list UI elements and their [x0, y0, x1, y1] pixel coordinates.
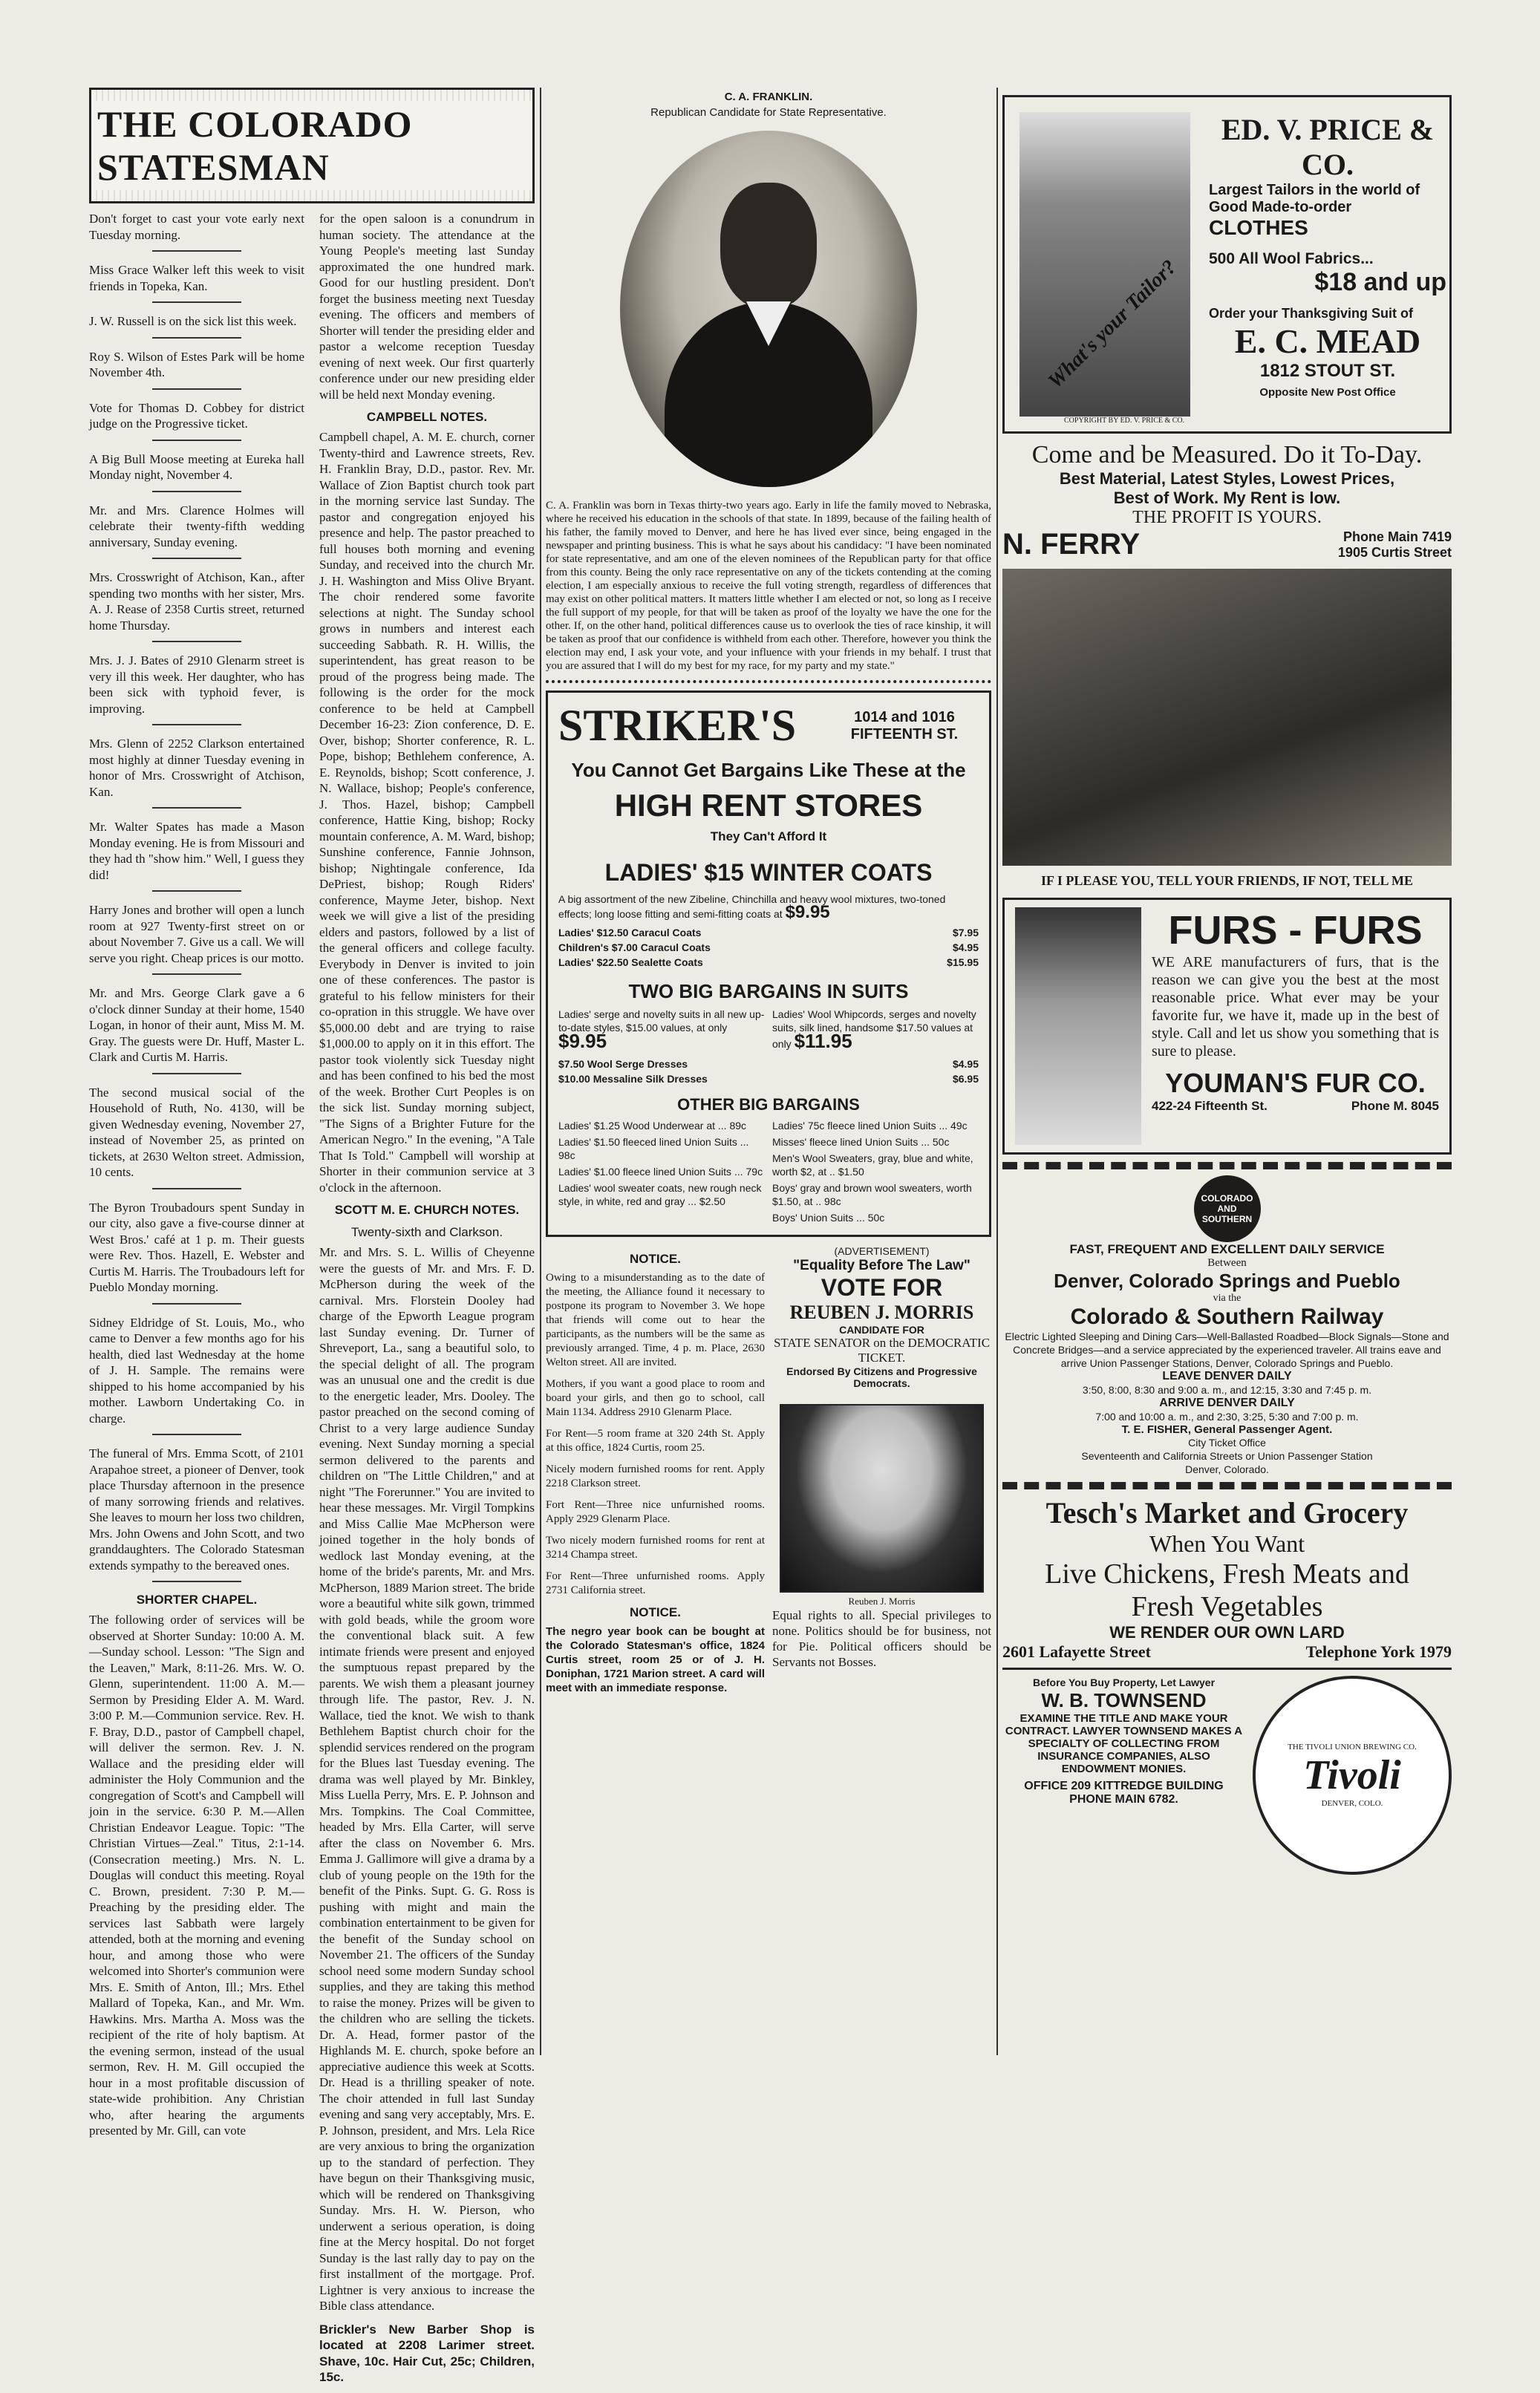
separator	[152, 337, 241, 339]
bargain-item: Boys' gray and brown wool sweaters, worth $1.50, at .. 98c	[772, 1182, 972, 1207]
separator	[152, 250, 241, 252]
separator	[152, 491, 241, 492]
separator	[152, 1188, 241, 1189]
local-item: Mr. and Mrs. George Clark gave a 6 o'clock dinner Sunday at their home, 1540 Logan, in honor of their aunt, Miss M. M. Gray. The guests were Dr. Huff, Master L. Clark and Curtis M. Harris.	[89, 986, 304, 1064]
price-item: $10.00 Messaline Silk Dresses	[558, 1073, 708, 1085]
local-item: Don't forget to cast your vote early next Tuesday morning.	[89, 212, 304, 242]
local-item: Mrs. J. J. Bates of 2910 Glenarm street is very ill this week. Her daughter, who has been sick with typhoid fever, is improving.	[89, 653, 304, 716]
bargain-item: Boys' Union Suits ... 50c	[772, 1212, 885, 1224]
local-item: The Byron Troubadours spent Sunday in our city, also gave a five-course dinner at West Bros.' café at 1 p. m. Their guests were Rev. Thos. Hazell, E. Webster and Curtis M. Harris. The Troubadours left for Pueblo Monday morning.	[89, 1200, 304, 1294]
separator	[152, 641, 241, 642]
other-heading: OTHER BIG BARGAINS	[677, 1095, 860, 1114]
local-item: Sidney Eldridge of St. Louis, Mo., who came to Denver a few months ago for his health, died last Wednesday at the home of J. H. Sample. The remains were shipped to his home accompanied by his mother. Lawborn Undertaking Co. in charge.	[89, 1315, 304, 1426]
separator	[152, 724, 241, 725]
local-item: J. W. Russell is on the sick list this week.	[89, 314, 297, 328]
shorter-heading: SHORTER CHAPEL.	[136, 1593, 258, 1607]
separator	[152, 807, 241, 809]
local-item: Roy S. Wilson of Estes Park will be home November 4th.	[89, 349, 304, 379]
divider	[546, 680, 991, 683]
classified-ad: Two nicely modern furnished rooms for rent at 3214 Champa street.	[546, 1535, 765, 1561]
feature-bio: C. A. Franklin was born in Texas thirty-two years ago. Early in life the family moved to Nebraska, where he received his education in the schools of that state. In 1899, because of the failing health of his father, the family moved to Denver, and here he has lived ever since, being engaged in the newspaper and printing business. This is what he says about his candidacy: "I have been nominated for state representative, and am one of the eleven nominees of the Republican party for that office from this county. Being the only race representative on any of the tickets contending at the coming election, I am especially anxious to receive the full voting strength, regardless of differences that may exist on other political matters. It matters little whether I am elected or not, so long as I receive the full support of my people, for that will be taken as proof of the loyalty we have the one for the other. If, on the other hand, political differences cause us to overlook the ties of race kinship, it will be taken as proof that our confidence is withheld from each other. Therefore, however you think the election may end, I ask your vote, and your influence with your friends in my behalf. I trust that you are assured that I will do my best for my race, for my party and my state."	[546, 500, 991, 672]
local-item: Mrs. Crosswright of Atchison, Kan., after spending two months with her sister, Mrs. A. J. Rease of 2358 Curtis street, returned home Thursday.	[89, 570, 304, 633]
local-item: The second musical social of the Household of Ruth, No. 4130, will be given Wednesday evening, November 27, instead of November 25, as printed on tickets, at 2630 Welton street. Admission, 10 cents.	[89, 1085, 304, 1179]
middle-column	[546, 88, 991, 1702]
strikers-ad	[546, 691, 991, 1237]
notice-text: Owing to a misunderstanding as to the date of the meeting, the Alliance found it necessary to postpone its program to November 3. We hope that friends will come out to hear the participants, as the numbers will be the same as previously arranged. Time, 4 p. m. Place, 2630 Welton street. All are invited.	[546, 1272, 765, 1368]
morris-candidate: CANDIDATE FOR	[839, 1324, 924, 1336]
classified-ad: Nicely modern furnished rooms for rent. Apply 2218 Clarkson street.	[546, 1463, 765, 1489]
campbell-text: Campbell chapel, A. M. E. church, corner Twenty-third and Lawrence streets, Rev. H. Franklin Bray, D.D., pastor. Rev. Mr. Wallace of Zion Baptist church took part in the morning service last Sunday. The pastor and congregation enjoyed his presence and help. The pastor preached to full houses both morning and evening Sunday, and received into the church Mr. J. H. Washington and Miss Olive Bryant. The choir rendered some favorite selections at night. The Sunday school grows in numbers and interest each succeeding Sabbath. R. H. Willis, the superintendent, has great reason to be proud of the progress being made. The following is the order for the mock conference to be held at Campbell December 16-23: Zion conference, D. E. Over, bishop; Shorter conference, R. L. Pope, bishop; Bethlehem conference, A. E. Reynolds, bishop; Scott conference, J. N. Wallace, bishop; People's conference, J. Thos. Hazel, bishop; Campbell conference, Hattie King, bishop; Rocky mountain conference, A. M. Ward, bishop; Sunshine conference, Fannie Johnson, bishop; Nightingale conference, Ida DePriest, bishop; Rough Riders' conference, Mayme Jeter, bishop. Next week we will give a list of the presiding elders and pastors, followed by a list of the general officers and college faculty. Everybody in Denver is invited to join one of these conferences. The pastor is grateful to his fellow ministers for their co-opration in this struggle. We have over $5,000.00 debt and are trying to raise $1,000.00 to apply on it in this effort. The pastor took violently sick Tuesday night and has been confined to his bed the most of the week. Brother Curt Peoples is on the sick list. Sunday morning subject, "The Signs of a Brighter Future for the American Negro." In the evening, "A Tale That Is Told." Campbell will worship at Shorter in their communion service at 3 o'clock in the afternoon.	[319, 430, 535, 1195]
price-row	[558, 1071, 979, 1086]
separator	[152, 1434, 241, 1435]
morris-caption: Reuben J. Morris	[848, 1596, 916, 1607]
separator	[152, 890, 241, 892]
classified-ad: For Rent—Three unfurnished rooms. Apply 2731 California street.	[546, 1570, 765, 1596]
local-items	[89, 211, 304, 2393]
townsend-ad: Before You Buy Property, Let Lawyer W. B. TOWNSEND EXAMINE THE TITLE AND MAKE YOUR CONTRACT. LAWYER TOWNSEND MAKES A SPECIALTY OF COLLECTING FROM INSURANCE COMPANIES, ALSO ENDOWMENT MONIES. OFFICE 209 KITTREDGE BUILDING PHONE MAIN 6782.	[1005, 1677, 1243, 1806]
bargain-item: Ladies' $1.00 fleece lined Union Suits ... 79c	[558, 1166, 763, 1178]
tesch-ad: Tesch's Market and Grocery When You Want Live Chickens, Fresh Meats and Fresh Vegetables WE RENDER OUR OWN LARD 2601 Lafayette Street Telephone York 1979	[1002, 1496, 1452, 1661]
price-item: $7.50 Wool Serge Dresses	[558, 1058, 688, 1070]
strikers-line1: You Cannot Get Bargains Like These at the	[571, 759, 966, 781]
local-item: A Big Bull Moose meeting at Eureka hall Monday night, November 4.	[89, 451, 304, 482]
price-row	[558, 955, 979, 970]
notice2-heading: NOTICE.	[630, 1605, 681, 1619]
left-column	[89, 88, 535, 2393]
furs-ad: FURS - FURS WE ARE manufacturers of furs, that is the reason we can give you the best at the most reasonable price. What ever may be your favorite fur, we have it, made up in the best of style. Call and let us show you something that is sure to please. YOUMAN'S FUR CO. 422-24 Fifteenth St. Phone M. 8045	[1002, 898, 1452, 1155]
intro-text: for the open saloon is a conundrum in human society. The attendance at the Young People's meeting last Sunday approximated the one hundred mark. Good for our hustling president. Don't forget the business meeting next Tuesday evening. The officers and members of Shorter will tender the presiding elder and pastor a welcome reception Tuesday evening of next week. Our first quarterly conference under our new presiding elder will be held next Monday evening.	[319, 212, 535, 402]
morris-office: STATE SENATOR on the DEMOCRATIC TICKET.	[773, 1336, 991, 1365]
price-value: $7.95	[952, 927, 979, 938]
price-ad	[1002, 95, 1452, 434]
morris-vote: VOTE FOR	[820, 1274, 943, 1301]
local-item: Mr. Walter Spates has made a Mason Monday evening. He is from Missouri and they had th "show him." Well, I guess they did!	[89, 820, 304, 882]
suits-heading: TWO BIG BARGAINS IN SUITS	[628, 980, 909, 1002]
bargain-item: Ladies' 75c fleece lined Union Suits ... 49c	[772, 1120, 968, 1132]
price-item: Ladies' $22.50 Sealette Coats	[558, 956, 703, 968]
church-column	[319, 211, 535, 2393]
morris-name: REUBEN J. MORRIS	[789, 1302, 974, 1323]
local-item: Harry Jones and brother will open a lunch room at 927 Twenty-first street on or about November 7. Give us a call. We will serve you right. Cheap prices is our motto.	[89, 903, 304, 965]
coats-text: A big assortment of the new Zibeline, Chinchilla and heavy wool mixtures, two-toned effects; long loose fitting and semi-fitting coats at $9.95	[558, 893, 946, 922]
morris-slogan: "Equality Before The Law"	[793, 1258, 970, 1273]
separator	[152, 973, 241, 975]
notice2-text: The negro year book can be bought at the Colorado Statesman's office, 1824 Curtis street, room 25 or of J. H. Doniphan, 1721 Marion street. A card will meet with an immediate response.	[546, 1625, 765, 1694]
local-item: Vote for Thomas D. Cobbey for district judge on the Progressive ticket.	[89, 400, 304, 431]
right-column	[1002, 88, 1452, 1875]
fur-illustration	[1015, 907, 1141, 1145]
morris-footer: Equal rights to all. Special privileges to none. Politics should be for business, not for Pie. Political officers should be Servants not Bosses.	[772, 1608, 991, 1669]
price-value: $4.95	[952, 1058, 979, 1070]
morris-photo	[780, 1404, 984, 1593]
price-value: $15.95	[947, 956, 979, 968]
bargain-item: Ladies' wool sweater coats, new rough neck style, in white, red and gray ... $2.50	[558, 1182, 762, 1207]
separator	[152, 440, 241, 441]
shop-photo	[1002, 569, 1452, 866]
price-text: ED. V. PRICE & CO. Largest Tailors in the world of Good Made-to-order CLOTHES 500 All Wool Fabrics... $18 and up Order your Thanksgiving Suit of E. C. MEAD 1812 STOUT ST. Opposite New Post Office	[1209, 113, 1446, 399]
classified-ad: Mothers, if you want a good place to room and board your girls, and then go to school, call Main 1134. Address 2910 Glenarm Place.	[546, 1378, 765, 1418]
shorter-text: The following order of services will be observed at Shorter Sunday: 10:00 A. M.—Sunday school. Lesson: "The Sign and the Leaven," Mark, 8:11-26. Mrs. W. O. Glenn, superintendent. 11:00 A. M.—Sermon by Presiding Elder A. M. Ward. 3:00 P. M.—Communion service. Rev. H. F. Bray, D.D., pastor of Campbell chapel, will deliver the sermon. Rev. J. N. Wallace and the presiding elder will administer the Holy Communion and the congregation of Scott's and Campbell will join in the service. 6:30 P. M.—Allen Christian Endeavor League. Topic: "The Christian Virtues—Zeal." Titus, 2:1-14. (Consecration meeting.) Mrs. N. L. Douglas will conduct this meeting. Royal C. Brown, president. 7:30 P. M.—Preaching by the presiding elder. The services last Sabbath were largely attended, both at the morning and evening hour, and among those who were welcomed into Shorter's communion were Mrs. E. Smith of Anton, Ill.; Mrs. Ethel Mallard of Topeka, Kan., and Mr. Wm. Hawkins. Mrs. Martha A. Moss was the recipient of the rite of holy baptism. At the evening sermon, instead of the usual sermon, Rev. H. M. Gill occupied the hour in a most profitable discussion of state-wide prohibition. Any Christian who, after hearing the arguments presented by Mr. Gill, can vote	[89, 1613, 304, 2138]
copyright: COPYRIGHT BY ED. V. PRICE & CO.	[1064, 417, 1185, 425]
separator	[152, 388, 241, 390]
notice-heading: NOTICE.	[630, 1252, 681, 1266]
price-row	[558, 940, 979, 955]
strikers-address: 1014 and 1016 FIFTEENTH ST.	[850, 708, 959, 742]
local-item: Mrs. Glenn of 2252 Clarkson entertained most highly at dinner Tuesday evening in honor of Mrs. Crosswright of Atchison, Kan.	[89, 737, 304, 799]
price-value: $4.95	[952, 941, 979, 953]
ferry-ad: Come and be Measured. Do it To-Day. Best Material, Latest Styles, Lowest Prices, Best of Work. My Rent is low. THE PROFIT IS YOURS. N. FERRY Phone Main 7419 1905 Curtis Street IF I PLEASE YOU, TELL YOUR FRIENDS, IF NOT, TELL ME	[1002, 441, 1452, 888]
morris-endorsed: Endorsed By Citizens and Progressive Democrats.	[786, 1365, 977, 1389]
bargain-item: Ladies' $1.50 fleeced lined Union Suits ... 98c	[558, 1136, 749, 1161]
separator	[152, 558, 241, 559]
strikers-line3: They Can't Afford It	[710, 829, 827, 843]
masthead-title: THE COLORADO STATESMAN	[91, 101, 532, 190]
suit-a: Ladies' serge and novelty suits in all new up-to-date styles, $15.00 values, at only $9.95	[558, 1008, 765, 1052]
suit-b: Ladies' Wool Whipcords, serges and novelty suits, silk lined, handsome $17.50 values at only $11.95	[772, 1008, 976, 1052]
column-rule	[996, 88, 998, 2055]
railway-ad: COLORADO AND SOUTHERN FAST, FREQUENT AND EXCELLENT DAILY SERVICE Between Denver, Colorado Springs and Pueblo via the Colorado & Southern Railway Electric Lighted Sleeping and Dining Cars—Well-Ballasted Roadbed—Block Signals—Stone and Concrete Bridges—and a service appreciated by the experienced traveler. All trains eave and arrive Union Passenger Stations, Denver, Colorado Springs and Pueblo. LEAVE DENVER DAILY 3:50, 8:00, 8:30 and 9:00 a. m., and 12:15, 3:30 and 7:45 p. m. ARRIVE DENVER DAILY 7:00 and 10:00 a. m., and 2:30, 3:25, 5:30 and 7:00 p. m. T. E. FISHER, General Passenger Agent. City Ticket Office Seventeenth and California Streets or Union Passenger Station Denver, Colorado.	[1002, 1162, 1452, 1489]
campbell-heading: CAMPBELL NOTES.	[366, 410, 488, 424]
separator	[152, 301, 241, 303]
separator	[152, 1581, 241, 1582]
price-item: Children's $7.00 Caracul Coats	[558, 941, 711, 953]
bargain-item: Ladies' $1.25 Wood Underwear at ... 89c	[558, 1120, 747, 1132]
bargain-item: Misses' fleece lined Union Suits ... 50c	[772, 1136, 950, 1148]
morris-ad	[772, 1244, 991, 1702]
notice-column	[546, 1244, 765, 1702]
classified-ad: For Rent—5 room frame at 320 24th St. Apply at this office, 1824 Curtis, room 25.	[546, 1428, 765, 1454]
adv-label: (ADVERTISEMENT)	[834, 1245, 930, 1257]
column-rule	[540, 88, 541, 2055]
strikers-name: STRIKER'S	[558, 701, 797, 750]
local-item: Mr. and Mrs. Clarence Holmes will celebrate their twenty-fifth wedding anniversary, Sunday evening.	[89, 503, 304, 549]
strikers-line2: HIGH RENT STORES	[614, 788, 923, 823]
feature-name: C. A. FRANKLIN.	[724, 91, 813, 103]
separator	[152, 1303, 241, 1305]
separator	[152, 1073, 241, 1074]
price-item: Ladies' $12.50 Caracul Coats	[558, 927, 702, 938]
local-item: Miss Grace Walker left this week to visit friends in Topeka, Kan.	[89, 263, 304, 293]
scott-subheading: Twenty-sixth and Clarkson.	[350, 1225, 503, 1239]
price-value: $6.95	[952, 1073, 979, 1085]
price-row	[558, 1057, 979, 1071]
barber-notice: Brickler's New Barber Shop is located at 2208 Larimer street. Shave, 10c. Hair Cut, 25c; Children, 15c.	[319, 2322, 535, 2384]
scott-heading: SCOTT M. E. CHURCH NOTES.	[334, 1203, 520, 1217]
classified-ad: Fort Rent—Three nice unfurnished rooms. Apply 2929 Glenarm Place.	[546, 1499, 765, 1525]
bargain-item: Men's Wool Sweaters, gray, blue and white, worth $2, at .. $1.50	[772, 1152, 973, 1178]
masthead	[89, 88, 535, 203]
tailor-script: What's your Tailor?	[1043, 255, 1181, 394]
coats-heading: LADIES' $15 WINTER COATS	[604, 859, 933, 886]
tivoli-logo: THE TIVOLI UNION BREWING CO. Tivoli DENVER, COLO.	[1253, 1676, 1452, 1875]
local-item: The funeral of Mrs. Emma Scott, of 2101 Arapahoe street, a pioneer of Denver, took place Thursday afternoon in the presence of many sorrowing friends and relatives. She leaves to mourn her loss two children, Mrs. John Owens and John Scott, and two granddaughters. The Colorado Statesman extends sympathy to the bereaved ones.	[89, 1446, 304, 1573]
feature-subtitle: Republican Candidate for State Representative.	[650, 106, 887, 119]
price-row	[558, 925, 979, 940]
scott-text: Mr. and Mrs. S. L. Willis of Cheyenne were the guests of Mr. and Mrs. F. D. McPherson during the week of the carnival. Mrs. Florstein Dooley had charge of the Epworth League program last Sunday evening. Dr. Turner of Shreveport, La., sang a beautiful solo, to the special delight of all. The program was an unusual one and the credit is due to the energetic leader, Mrs. Dooley. The pastor preached on the second coming of Christ to a very large audience Sunday evening. Next Sunday morning a special sermon delivered to the parents and children on "The Little Children," and at night "The Forerunner." You are invited to hear these messages. Mr. Virgil Tompkins and Miss Callie Mae McPherson were joined together in the holy bonds of wedlock last Monday evening, at the home of the bride's parents, Mr. and Mrs. McPherson, 1889 Marion street. The bride wore a beautiful white silk gown, trimmed with gold beads, while the groom wore the conventional black suit. A few intimate friends were present and enjoyed the sumptuous repast prepared by the parents. We wish them a pleasant journey through life. The pastor, Rev. J. N. Wallace, tied the knot. We wish to thank Bethlehem Baptist church choir for the splendid services rendered on the program for the Blues last Tuesday evening. The drama was well played by Mr. Binkley, Miss Luella Perry, Mrs. E. P. Johnson and Mrs. Tompkins. The Coal Committee, headed by Mrs. Ella Carter, will serve after the class on November 6. Mrs. Emma J. Gallimore will give a drama by a club of young people on the 19th for the benefit of the Pinks. Supt. G. G. Ross is pushing with might and main the combination entertainment to be given for the benefit of the Sunday school on November 21. The officers of the Sunday school need some modern Sunday school supplies, and they are taking this method to raise the money. Prizes will be given to the children who are selling the tickets. Dr. A. Head, former pastor of the Highlands M. E. church, spoke before an appreciative audience this week at Scotts. Dr. Head is a thrilling speaker of note. The choir attended in full last Sunday evening and sang very acceptably, Mrs. E. P. Johnson, president, and Mrs. Lela Rice are very anxious to bring the organization up to the standard of perfection. They have begun on their Thanksgiving music, which will be rendered on Thanksgiving Sunday. Mrs. H. W. Pierson, who underwent a serious operation, is doing fine at the Mercy hospital. Do not forget Sunday is the last rally day to pay on the first installment of the mortgage. Prof. Lightner is very anxious to increase the Bible class attendance.	[319, 1245, 535, 2313]
franklin-portrait	[620, 131, 917, 487]
